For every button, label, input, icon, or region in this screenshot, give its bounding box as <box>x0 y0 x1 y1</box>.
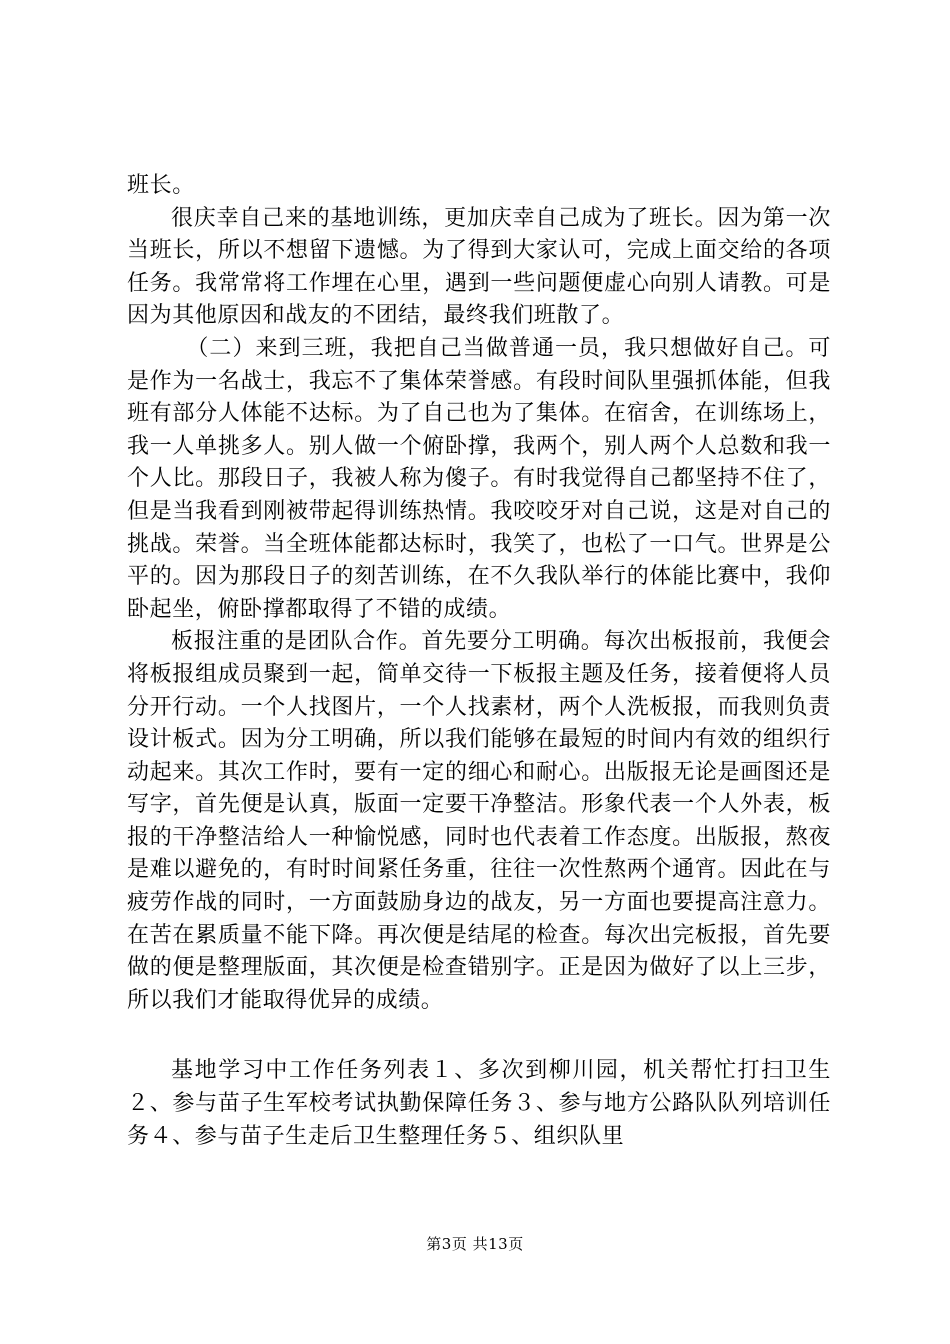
paragraph-squad-leader: 很庆幸自己来的基地训练，更加庆幸自己成为了班长。因为第一次当班长，所以不想留下遗憾。为了得到大家认可，完成上面交给的各项任务。我常常将工作埋在心里，遇到一些问题便虚心向别人请教。可是因为其他原因和战友的不团结，最终我们班散了。 <box>127 205 831 329</box>
paragraph-third-squad: （二）来到三班，我把自己当做普通一员，我只想做好自己。可是作为一名战士，我忘不了集体荣誉感。有段时间队里强抓体能，但我班有部分人体能不达标。为了自己也为了集体。在宿舍，在训练场上，我一人单挑多人。别人做一个俯卧撑，我两个，别人两个人总数和我一个人比。那段日子，我被人称为傻子。有时我觉得自己都坚持不住了，但是当我看到刚被带起得训练热情。我咬咬牙对自己说，这是对自己的挑战。荣誉。当全班体能都达标时，我笑了，也松了一口气。世界是公平的。因为那段日子的刻苦训练，在不久我队举行的体能比赛中，我仰卧起坐，俯卧撑都取得了不错的成绩。 <box>127 335 831 622</box>
paragraph-spacer <box>127 1017 831 1055</box>
paragraph-blackboard-newspaper: 板报注重的是团队合作。首先要分工明确。每次出板报前，我便会将板报组成员聚到一起，简单交待一下板报主题及任务，接着便将人员分开行动。一个人找图片，一个人找素材，两个人洗板报，而我则负责设计板式。因为分工明确，所以我们能够在最短的时间内有效的组织行动起来。其次工作时，要有一定的细心和耐心。出版报无论是画图还是写字，首先便是认真，版面一定要干净整洁。形象代表一个人外表，板报的干净整洁给人一种愉悦感，同时也代表着工作态度。出版报，熬夜是难以避免的，有时时间紧任务重，往往一次性熬两个通宵。因此在与疲劳作战的同时，一方面鼓励身边的战友，另一方面也要提高注意力。在苦在累质量不能下降。再次便是结尾的检查。每次出完板报，首先要做的便是整理版面，其次便是检查错别字。正是因为做好了以上三步，所以我们才能取得优异的成绩。 <box>127 629 831 1013</box>
paragraph-continuation: 班长。 <box>127 173 195 198</box>
document-body <box>127 170 831 1153</box>
paragraph-task-list: 基地学习中工作任务列表１、多次到柳川园，机关帮忙打扫卫生２、参与苗子生军校考试执勤保障任务３、参与地方公路队队列培训任务４、参与苗子生走后卫生整理任务５、组织队里 <box>127 1058 831 1149</box>
page-footer: 第3页 共13页 <box>426 1235 524 1253</box>
